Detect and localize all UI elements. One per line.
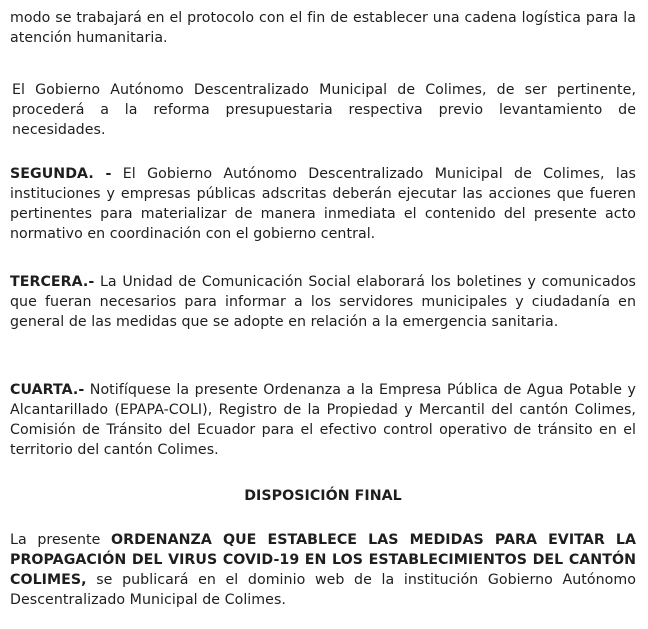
article-segunda	[10, 164, 636, 244]
section-heading-final-disposition: DISPOSICIÓN FINAL	[244, 488, 402, 504]
paragraph-protocol-text: modo se trabajará en el protocolo con el fin de establecer una cadena logística para la atención humanitaria.	[10, 10, 636, 46]
article-cuarta	[10, 380, 636, 460]
paragraph-final-lead: La presente	[10, 532, 112, 548]
paragraph-final-disposition	[10, 530, 636, 610]
ordinance-title: ORDENANZA QUE ESTABLECE LAS MEDIDAS PARA EVITAR LA PROPAGACIÓN DEL VIRUS COVID-19 EN LOS ESTABLECIMIENTOS DEL CANTÓN COLIMES,	[10, 532, 636, 588]
article-cuarta-label: CUARTA.-	[10, 382, 85, 398]
article-tercera-text: La Unidad de Comunicación Social elaborará los boletines y comunicados que fueran necesarios para informar a los servidores municipales y ciudadanía en general de las medidas que se adopte en relación a la emergencia sanitaria.	[10, 274, 636, 330]
article-tercera-label: TERCERA.-	[10, 274, 95, 290]
article-segunda-text: El Gobierno Autónomo Descentralizado Municipal de Colimes, las instituciones y empresas públicas adscritas deberán ejecutar las acciones que fueren pertinentes para materializar de manera inmediata el contenido del presente acto normativo en coordinación con el gobierno central.	[10, 166, 637, 242]
paragraph-protocol	[10, 8, 636, 48]
article-cuarta-text: Notifíquese la presente Ordenanza a la Empresa Pública de Agua Potable y Alcantarillado (EPAPA-COLI), Registro de la Propiedad y Mercantil del cantón Colimes, Comisión de Tránsito del Ecuador para el efectivo control operativo de tránsito en el territorio del cantón Colimes.	[10, 382, 636, 458]
paragraph-final-tail: se publicará en el dominio web de la institución Gobierno Autónomo Descentralizado Municipal de Colimes.	[10, 572, 636, 608]
article-segunda-label: SEGUNDA. -	[10, 166, 112, 182]
paragraph-budget-reform-text: El Gobierno Autónomo Descentralizado Municipal de Colimes, de ser pertinente, procederá a la reforma presupuestaria respectiva previo levantamiento de necesidades.	[12, 82, 636, 138]
paragraph-budget-reform	[12, 80, 636, 140]
article-tercera	[10, 272, 636, 332]
